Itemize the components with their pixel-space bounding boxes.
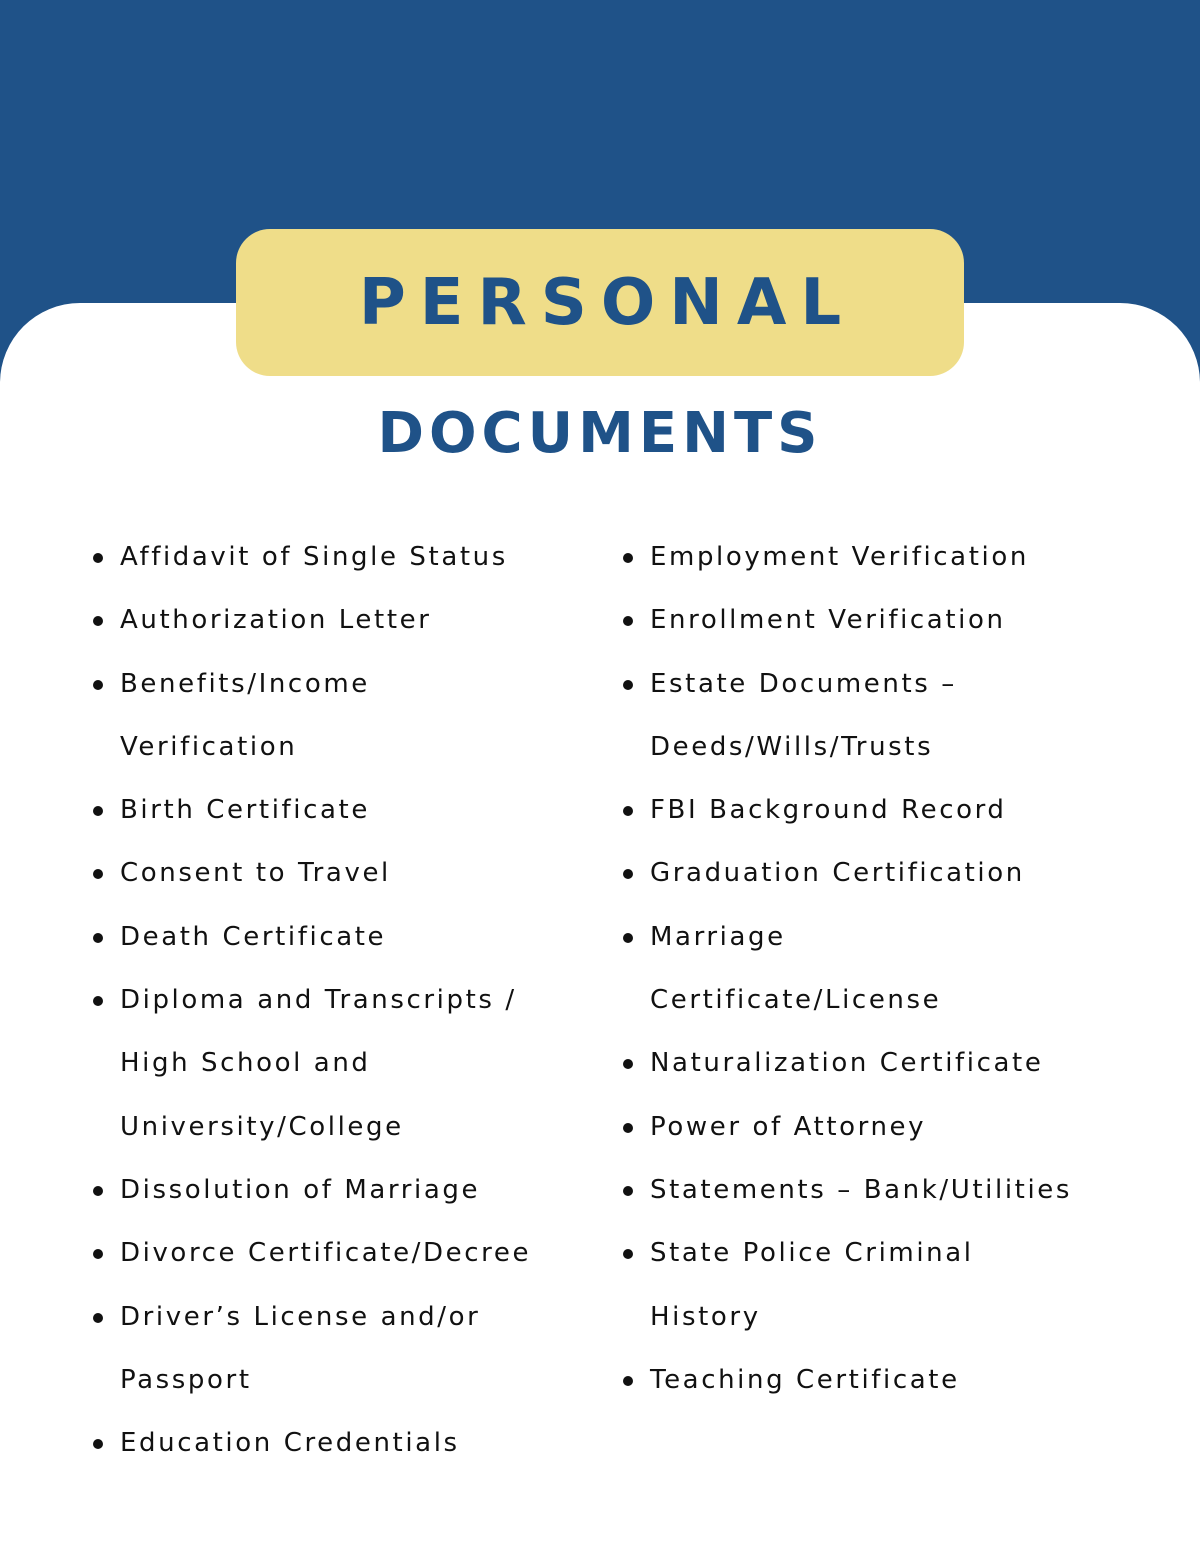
bullet-icon xyxy=(623,1123,633,1133)
list-item xyxy=(620,1349,1180,1412)
list-item-label: Estate Documents – Deeds/Wills/Trusts xyxy=(650,668,957,762)
title-documents: DOCUMENTS xyxy=(377,401,823,466)
list-item xyxy=(90,969,600,1159)
bullet-icon xyxy=(93,1249,103,1259)
list-item-label: Affidavit of Single Status xyxy=(120,542,508,572)
bullet-icon xyxy=(93,1439,103,1449)
list-item-label: Divorce Certificate/Decree xyxy=(120,1238,532,1269)
list-item xyxy=(90,842,600,905)
list-item-label: Benefits/Income Verification xyxy=(120,668,370,762)
bullet-icon xyxy=(93,553,103,563)
list-item xyxy=(620,779,1180,842)
bullet-icon xyxy=(623,933,633,943)
list-item-label: Birth Certificate xyxy=(120,795,370,826)
bullet-icon xyxy=(93,933,103,943)
bullet-icon xyxy=(623,806,633,816)
list-item-label: Power of Attorney xyxy=(650,1111,927,1142)
right-document-list xyxy=(620,526,1180,1412)
bullet-icon xyxy=(93,869,103,879)
list-item xyxy=(90,1222,600,1285)
list-item xyxy=(90,526,600,589)
title-personal: PERSONAL xyxy=(358,265,856,340)
bullet-icon xyxy=(93,616,103,626)
bullet-icon xyxy=(623,553,633,563)
list-item xyxy=(90,653,600,780)
bullet-icon xyxy=(623,1376,633,1386)
list-item xyxy=(620,653,1180,780)
bullet-icon xyxy=(623,1186,633,1196)
bullet-icon xyxy=(623,616,633,626)
bullet-icon xyxy=(623,1059,633,1069)
bullet-icon xyxy=(93,680,103,690)
list-item-label: Employment Verification xyxy=(650,542,1029,572)
list-item-label: Marriage Certificate/License xyxy=(650,921,942,1016)
left-document-list xyxy=(90,526,600,1475)
list-item-label: Enrollment Verification xyxy=(650,605,1006,636)
list-item-label: Death Certificate xyxy=(120,921,387,952)
list-item-label: State Police Criminal History xyxy=(650,1238,974,1332)
bullet-icon xyxy=(93,1186,103,1196)
list-item-label: Teaching Certificate xyxy=(650,1364,960,1395)
list-item-label: Driver’s License and/or Passport xyxy=(120,1301,481,1395)
bullet-icon xyxy=(623,1249,633,1259)
bullet-icon xyxy=(623,680,633,690)
list-item xyxy=(90,589,600,652)
list-item xyxy=(620,842,1180,905)
list-item xyxy=(620,1159,1180,1222)
list-item-label: Graduation Certification xyxy=(650,858,1025,889)
list-item-label: Naturalization Certificate xyxy=(650,1048,1044,1079)
title-badge xyxy=(236,229,964,376)
list-item-label: Education Credentials xyxy=(120,1428,460,1459)
list-item xyxy=(90,779,600,842)
list-item xyxy=(620,906,1180,1033)
bullet-icon xyxy=(93,996,103,1006)
list-item-label: Diploma and Transcripts / High School and University/College xyxy=(120,985,517,1142)
list-item-label: Authorization Letter xyxy=(120,605,432,636)
list-item xyxy=(620,1222,1180,1349)
list-item-label: Consent to Travel xyxy=(120,858,391,889)
list-item xyxy=(620,526,1180,589)
list-item xyxy=(90,1159,600,1222)
list-item xyxy=(620,1096,1180,1159)
list-item xyxy=(620,1032,1180,1095)
list-item xyxy=(90,1286,600,1413)
list-item-label: Statements – Bank/Utilities xyxy=(650,1174,1073,1205)
list-item-label: Dissolution of Marriage xyxy=(120,1174,481,1205)
list-item xyxy=(90,906,600,969)
bullet-icon xyxy=(93,806,103,816)
list-item xyxy=(90,1412,600,1475)
bullet-icon xyxy=(93,1313,103,1323)
list-item-label: FBI Background Record xyxy=(650,795,1007,826)
list-item xyxy=(620,589,1180,652)
bullet-icon xyxy=(623,869,633,879)
